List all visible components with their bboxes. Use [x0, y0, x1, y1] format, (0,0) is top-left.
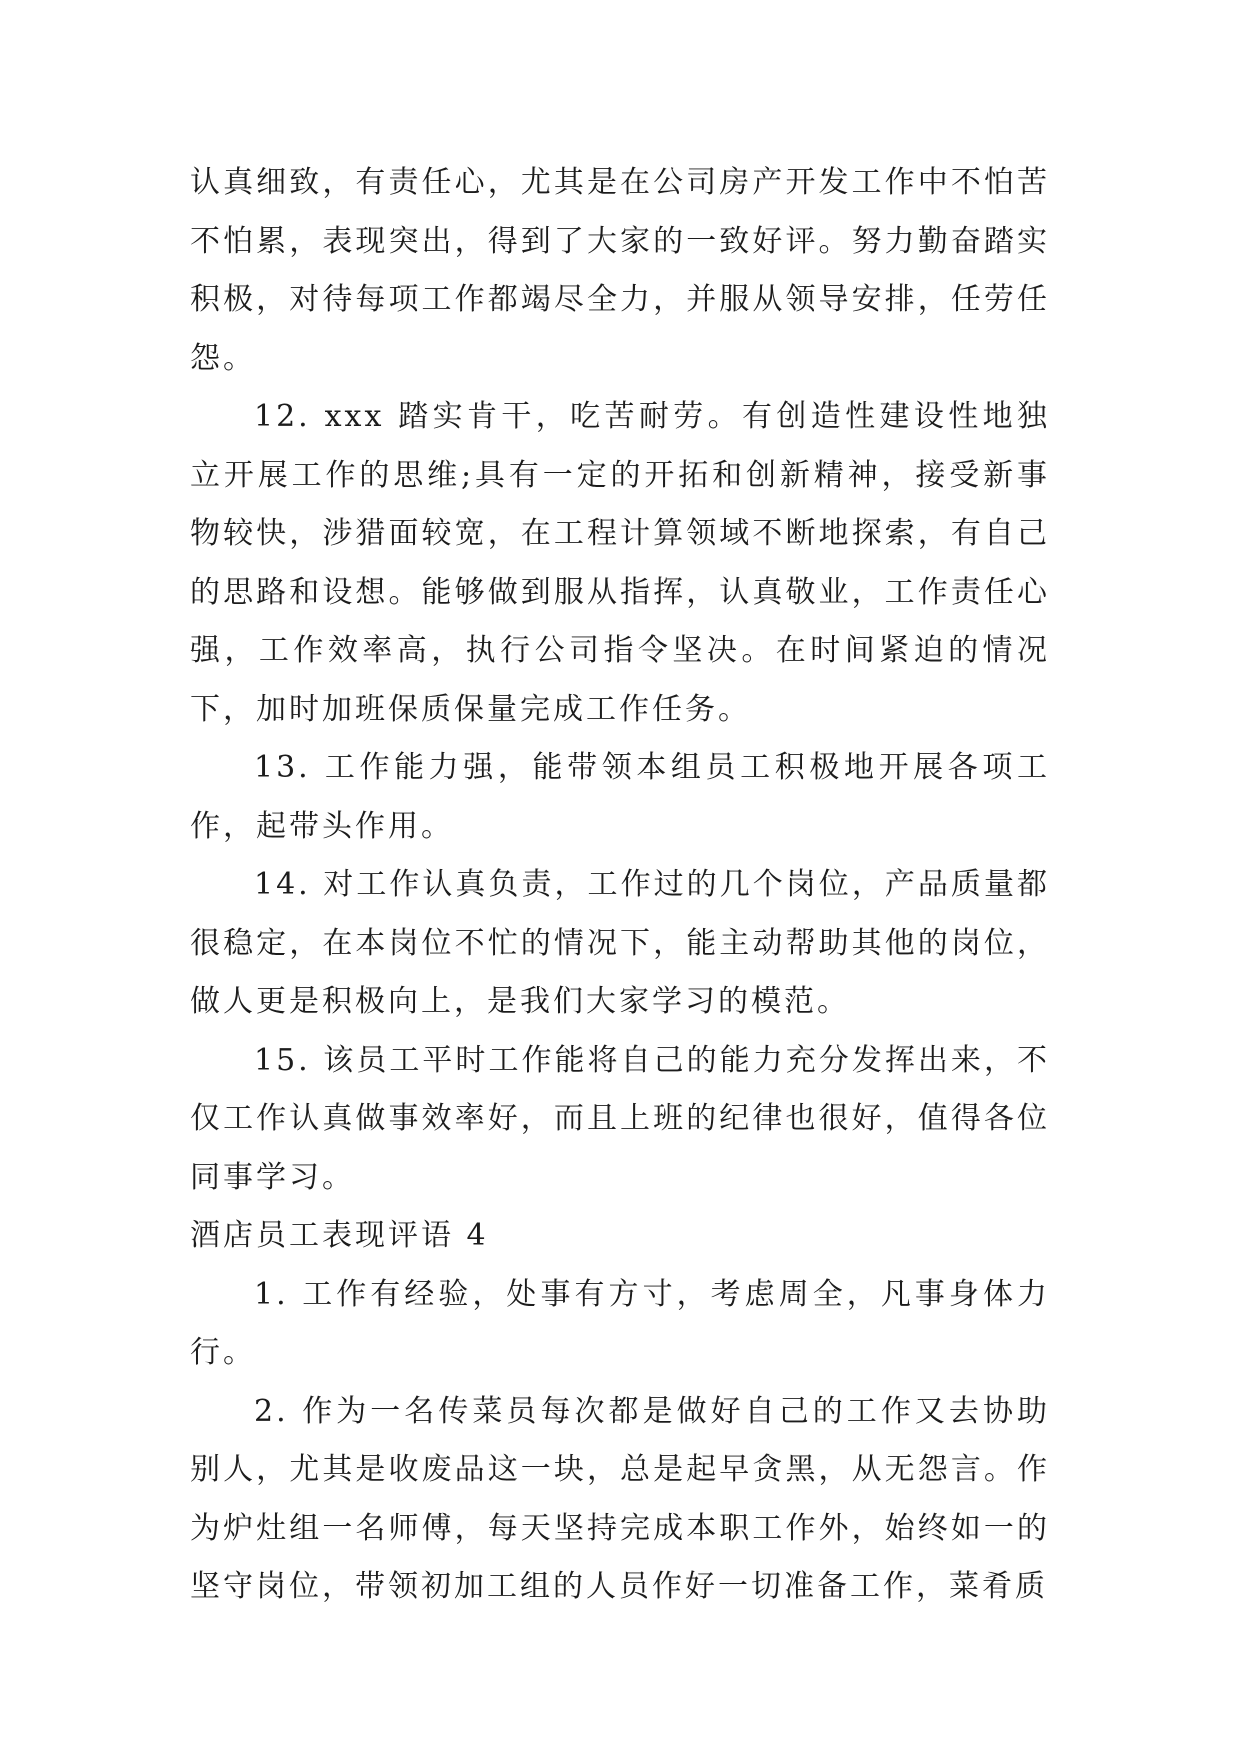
- paragraph-continuation: 认真细致，有责任心，尤其是在公司房产开发工作中不怕苦不怕累，表现突出，得到了大家的一致好评。努力勤奋踏实积极，对待每项工作都竭尽全力，并服从领导安排，任劳任怨。: [190, 165, 1050, 376]
- section-heading: 酒店员工表现评语 4: [190, 1218, 489, 1253]
- paragraph-item-15: 15. 该员工平时工作能将自己的能力充分发挥出来，不仅工作认真做事效率好，而且上班的纪律也很好，值得各位同事学习。: [190, 1042, 1050, 1195]
- paragraph-item-14: 14. 对工作认真负责，工作过的几个岗位，产品质量都很稳定，在本岗位不忙的情况下，能主动帮助其他的岗位，做人更是积极向上，是我们大家学习的模范。: [190, 867, 1050, 1019]
- section-paragraph-item-2: 2. 作为一名传菜员每次都是做好自己的工作又去协助别人，尤其是收废品这一块，总是起早贪黑，从无怨言。作为炉灶组一名师傅，每天坚持完成本职工作外，始终如一的坚守岗位，带领初加工组的人员作好一切准备工作，菜肴质: [190, 1393, 1050, 1604]
- document-body: [190, 154, 1050, 1617]
- paragraph-item-12: 12. xxx 踏实肯干，吃苦耐劳。有创造性建设性地独立开展工作的思维;具有一定的开拓和创新精神，接受新事物较快，涉猎面较宽，在工程计算领域不断地探索，有自己的思路和设想。能够做到服从指挥，认真敬业，工作责任心强，工作效率高，执行公司指令坚决。在时间紧迫的情况下，加时加班保质保量完成工作任务。: [190, 399, 1050, 727]
- section-paragraph-item-1: 1. 工作有经验，处事有方寸，考虑周全，凡事身体力行。: [190, 1276, 1050, 1370]
- paragraph-item-13: 13. 工作能力强，能带领本组员工积极地开展各项工作，起带头作用。: [190, 750, 1050, 844]
